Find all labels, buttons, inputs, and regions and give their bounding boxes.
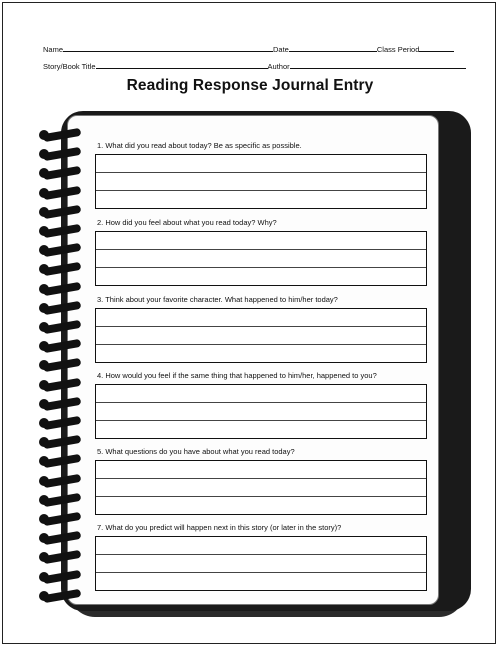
answer-line: [96, 344, 426, 345]
answer-box-3[interactable]: [95, 308, 427, 363]
answer-box-7[interactable]: [95, 536, 427, 591]
spiral-ring: [39, 436, 79, 448]
answer-line: [96, 249, 426, 250]
spiral-ring: [39, 571, 79, 583]
spiral-ring: [39, 187, 79, 199]
spiral-ring: [39, 225, 79, 237]
class-period-field[interactable]: [419, 43, 454, 52]
answer-line: [96, 496, 426, 497]
date-field[interactable]: [289, 43, 377, 52]
question-2: 2. How did you feel about what you read today? Why?: [97, 218, 277, 227]
answer-line: [96, 402, 426, 403]
spiral-ring: [39, 244, 79, 256]
answer-line: [96, 554, 426, 555]
spiral-ring: [39, 379, 79, 391]
answer-line: [96, 172, 426, 173]
spiral-ring: [39, 167, 79, 179]
story-title-label: Story/Book Title: [43, 62, 96, 71]
spiral-ring: [39, 321, 79, 333]
answer-box-5[interactable]: [95, 460, 427, 515]
question-1: 1. What did you read about today? Be as specific as possible.: [97, 141, 302, 150]
question-7: 7. What do you predict will happen next in this story (or later in the story)?: [97, 523, 342, 532]
author-field[interactable]: [290, 60, 466, 69]
spiral-ring: [39, 398, 79, 410]
story-row: [43, 60, 466, 71]
name-field[interactable]: [63, 43, 273, 52]
spiral-ring: [39, 475, 79, 487]
name-label: Name: [43, 45, 64, 54]
answer-box-4[interactable]: [95, 384, 427, 439]
page-title: Reading Response Journal Entry: [126, 77, 374, 94]
answer-box-1[interactable]: [95, 154, 427, 209]
spiral-ring: [39, 513, 79, 525]
spiral-ring: [39, 455, 79, 467]
spiral-ring: [39, 551, 79, 563]
spiral-ring: [39, 283, 79, 295]
answer-box-2[interactable]: [95, 231, 427, 286]
spiral-ring: [39, 494, 79, 506]
spiral-ring: [39, 148, 79, 160]
question-4: 4. How would you feel if the same thing that happened to him/her, happened to you?: [97, 371, 377, 380]
story-title-field[interactable]: [96, 60, 268, 69]
worksheet-page: [2, 2, 496, 644]
answer-line: [96, 267, 426, 268]
spiral-ring: [39, 263, 79, 275]
answer-line: [96, 420, 426, 421]
question-3: 3. Think about your favorite character. What happened to him/her today?: [97, 295, 338, 304]
question-5: 5. What questions do you have about what you read today?: [97, 447, 295, 456]
answer-line: [96, 326, 426, 327]
name-row: [43, 43, 454, 54]
answer-line: [96, 572, 426, 573]
spiral-ring: [39, 532, 79, 544]
class-period-label: Class Period: [376, 45, 420, 54]
spiral-ring: [39, 359, 79, 371]
spiral-ring: [39, 590, 79, 602]
spiral-ring: [39, 206, 79, 218]
author-label: Author: [267, 62, 290, 71]
spiral-ring: [39, 340, 79, 352]
spiral-ring: [39, 302, 79, 314]
answer-line: [96, 478, 426, 479]
spiral-ring: [39, 129, 79, 141]
spiral-ring: [39, 417, 79, 429]
answer-line: [96, 190, 426, 191]
date-label: Date: [273, 45, 289, 54]
